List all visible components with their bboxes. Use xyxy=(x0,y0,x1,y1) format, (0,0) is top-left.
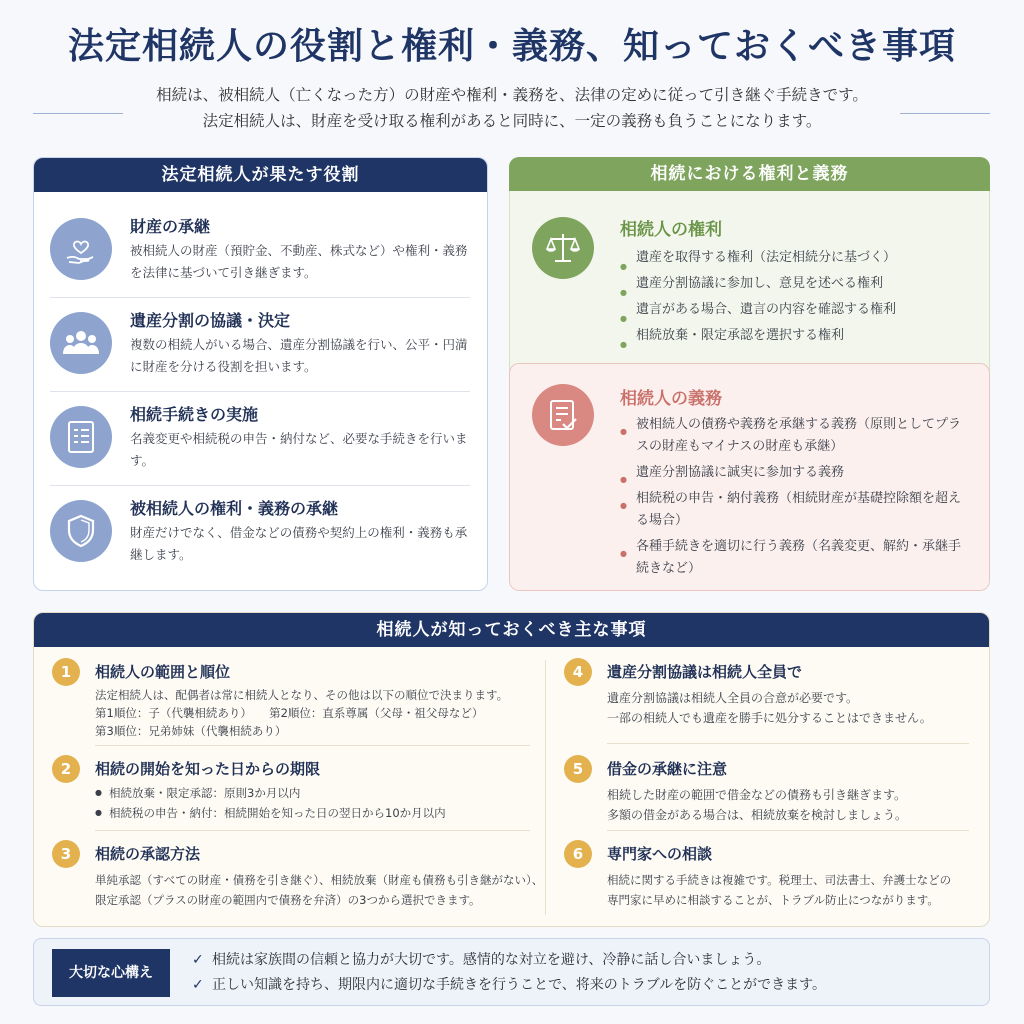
fact-line: 遺産分割協議は相続人全員の合意が必要です。 xyxy=(607,691,859,705)
duties-title: 相続人の義務 xyxy=(620,389,722,409)
duties-list xyxy=(620,414,970,584)
fact-title: 専門家への相談 xyxy=(607,845,713,863)
scales-icon xyxy=(532,217,594,279)
role-desc: 複数の相続人がいる場合、遺産分割協議を行い、公平・円満に財産を分ける役割を担います。 xyxy=(130,337,468,374)
rights-duties-panel xyxy=(509,157,990,591)
rights-title: 相続人の権利 xyxy=(620,220,722,240)
fact-line: 第1順位：子（代襲相続あり） 第2順位：直系尊属（父母・祖父母など） xyxy=(95,706,484,720)
duties-box xyxy=(509,363,990,591)
role-item xyxy=(50,392,470,486)
fact-line: 相続に関する手続きは複雑です。税理士、司法書士、弁護士などの xyxy=(607,873,952,887)
number-badge: 1 xyxy=(52,658,80,686)
fact-title: 遺産分割協議は相続人全員で xyxy=(607,663,803,681)
number-badge: 3 xyxy=(52,840,80,868)
divider xyxy=(607,743,969,744)
duties-item: ● 相続税の申告・納付義務（相続財産が基礎控除額を超える場合） xyxy=(620,488,970,532)
fact-line: 相続した財産の範囲で借金などの債務も引き継ぎます。 xyxy=(607,788,907,802)
rights-list xyxy=(620,245,896,349)
fact-line: 多額の借金がある場合は、相続放棄を検討しましょう。 xyxy=(607,808,908,822)
roles-header: 法定相続人が果たす役割 xyxy=(34,158,487,192)
fact-line: 一部の相続人でも遺産を勝手に処分することはできません。 xyxy=(607,711,932,725)
fact-bullet: ● 相続税の申告・納付：相続開始を知った日の翌日から10か月以内 xyxy=(95,803,555,823)
duties-item: ● 各種手続きを適切に行う義務（名義変更、解約・承継手続きなど） xyxy=(620,536,970,580)
role-desc: 名義変更や相続税の申告・納付など、必要な手続きを行います。 xyxy=(130,431,468,468)
role-title: 相続手続きの実施 xyxy=(130,405,259,424)
mindset-item: ✓ 正しい知識を持ち、期限内に適切な手続きを行うことで、将来のトラブルを防ぐことができます。 xyxy=(192,973,826,998)
fact-body xyxy=(607,870,1024,910)
fact-bullet: ● 相続放棄・限定承認：原則3か月以内 xyxy=(95,783,555,803)
role-title: 財産の承継 xyxy=(130,217,211,236)
role-item xyxy=(50,204,470,298)
divider xyxy=(95,830,530,831)
number-badge: 5 xyxy=(564,755,592,783)
document-icon xyxy=(50,406,112,468)
fact-body xyxy=(95,783,555,823)
role-title: 遺産分割の協議・決定 xyxy=(130,311,291,330)
facts-header: 相続人が知っておくべき主な事項 xyxy=(34,613,989,647)
fact-body xyxy=(95,870,555,910)
fact-title: 相続の承認方法 xyxy=(95,845,201,863)
rights-duties-header: 相続における権利と義務 xyxy=(509,157,990,191)
role-desc: 被相続人の財産（預貯金、不動産、株式など）や権利・義務を法律に基づいて引き継ぎます。 xyxy=(130,243,468,280)
role-item xyxy=(50,298,470,392)
rights-item: ● 遺言がある場合、遺言の内容を確認する権利 xyxy=(620,297,896,323)
checklist-icon xyxy=(532,384,594,446)
mindset-item: ✓ 相続は家族間の信頼と協力が大切です。感情的な対立を避け、冷静に話し合いましょう。 xyxy=(192,948,826,973)
divider xyxy=(95,745,530,746)
rights-item: ● 相続放棄・限定承認を選択する権利 xyxy=(620,323,896,349)
intro-line: 法定相続人は、財産を受け取る権利があると同時に、一定の義務も負うことになります。 xyxy=(202,112,822,130)
role-desc: 財産だけでなく、借金などの債務や契約上の権利・義務も承継します。 xyxy=(130,525,468,562)
people-icon xyxy=(50,312,112,374)
fact-line: 法定相続人は、配偶者は常に相続人となり、その他は以下の順位で決まります。 xyxy=(95,688,509,702)
fact-line: 限定承認（プラスの財産の範囲内で債務を弁済）の3つから選択できます。 xyxy=(95,893,481,907)
shield-icon xyxy=(50,500,112,562)
page-title: 法定相続人の役割と権利・義務、知っておくべき事項 xyxy=(67,25,956,67)
fact-body xyxy=(607,785,1024,825)
rights-item: ● 遺産分割協議に参加し、意見を述べる権利 xyxy=(620,271,896,297)
fact-line: 第3順位：兄弟姉妹（代襲相続あり） xyxy=(95,724,287,738)
fact-title: 相続人の範囲と順位 xyxy=(95,663,231,681)
fact-title: 借金の承継に注意 xyxy=(607,760,728,778)
role-title: 被相続人の権利・義務の承継 xyxy=(130,499,339,518)
divider xyxy=(607,830,969,831)
roles-panel xyxy=(33,157,488,591)
mindset-label: 大切な心構え xyxy=(52,949,170,997)
role-item xyxy=(50,486,470,580)
mindset-box xyxy=(33,938,990,1006)
fact-body xyxy=(95,686,555,740)
duties-item: ● 被相続人の債務や義務を承継する義務（原則としてプラスの財産もマイナスの財産も承継） xyxy=(620,414,970,458)
intro-text xyxy=(0,82,1024,134)
fact-line: 専門家に早めに相談することが、トラブル防止につながります。 xyxy=(607,893,939,907)
intro-line: 相続は、被相続人（亡くなった方）の財産や権利・義務を、法律の定めに従って引き継ぐ手続きです。 xyxy=(156,86,868,104)
heart-hand-icon xyxy=(50,218,112,280)
mindset-list xyxy=(192,948,826,998)
fact-body xyxy=(607,688,1024,728)
fact-title: 相続の開始を知った日からの期限 xyxy=(95,760,321,778)
rights-box xyxy=(509,191,990,387)
number-badge: 2 xyxy=(52,755,80,783)
number-badge: 6 xyxy=(564,840,592,868)
duties-item: ● 遺産分割協議に誠実に参加する義務 xyxy=(620,462,970,484)
number-badge: 4 xyxy=(564,658,592,686)
rights-item: ● 遺産を取得する権利（法定相続分に基づく） xyxy=(620,245,896,271)
fact-line: 単純承認（すべての財産・債務を引き継ぐ）、相続放棄（財産も債務も引き継がない）、 xyxy=(95,873,544,887)
